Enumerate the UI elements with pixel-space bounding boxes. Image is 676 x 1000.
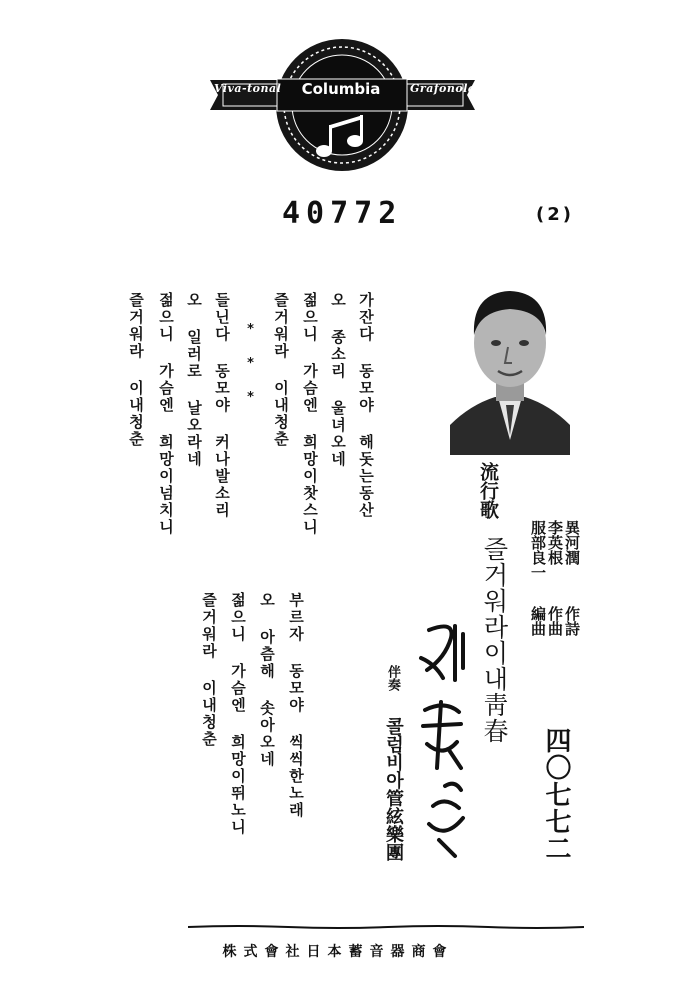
song-genre: 流行歌 [477,462,499,519]
catalog-number: 40772 [282,196,403,231]
lyric-line: 오 종소리 울녀오네 [329,292,347,468]
lyricist-name: 異河潤 [563,520,581,565]
logo-banner-right: Grafonola [410,82,476,95]
accompaniment-label: 伴奏 [385,665,400,691]
lyric-line: 즐거워라 이내청춘 [272,292,290,448]
lyric-line: 젊으니 가슴엔 희망이뛰노니 [229,592,247,836]
logo-banner-left: Viva-tonal [214,82,282,95]
accompaniment-orchestra: 콜럼비아管絃樂團 [383,717,404,861]
composer-role: 作曲 [546,606,564,636]
arranger-role: 編曲 [529,606,547,636]
columbia-logo [205,35,480,175]
lyric-line: 즐거워라 이내청춘 [127,292,145,448]
composer-name: 李英根 [546,520,564,565]
arranger-name: 服部良一 [529,520,547,580]
lyricist-role: 作詩 [563,606,581,636]
lyric-line: 부르자 동모야 씩씩한노래 [287,592,305,819]
song-title: 즐거워라이내靑春 [480,536,509,744]
singer-portrait [450,265,570,455]
lyric-line: 젊으니 가슴엔 희망이넘치니 [157,292,175,536]
lyric-line: 즐거워라 이내청춘 [200,592,218,748]
company-name: 株式會社日本蓄音器商會 [222,944,454,960]
divider-rule [188,925,584,929]
lyric-line: 가잔다 동모야 해돗는동산 [357,292,375,519]
lyric-line: 들닌다 동모야 커나발소리 [213,292,231,519]
catalog-number-kanji: 四〇七七二 [541,727,571,862]
handwritten-signature [415,618,470,863]
logo-brand-name: Columbia [301,80,381,98]
lyric-line: 오 일러로 날오라네 [185,292,203,468]
lyric-line: 오 아츰해 솟아오네 [258,592,276,768]
side-number: (2) [536,204,574,225]
lyric-line: 젊으니 가슴엔 희망이찻스니 [301,292,319,536]
verse-separator: * * * [243,322,258,407]
